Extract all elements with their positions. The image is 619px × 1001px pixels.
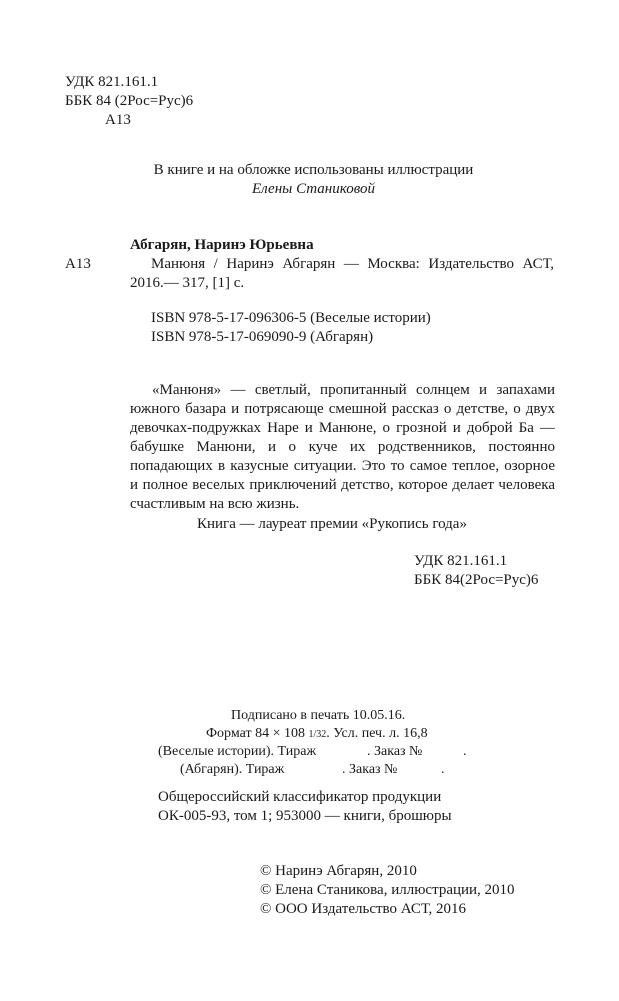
imprint-format <box>206 724 428 744</box>
bibliography-line1: Манюня / Наринэ Абгарян — Москва: Издательство АСТ, <box>151 256 554 272</box>
bibliography-author: Абгарян, Наринэ Юрьевна <box>130 237 314 253</box>
imprint-run1-label: (Веселые истории). Тираж <box>158 744 317 759</box>
classification-bbk: ББК 84(2Рос=Рус)6 <box>414 572 539 588</box>
imprint-format-suffix: . Усл. печ. л. 16,8 <box>326 726 428 741</box>
imprint-run-1 <box>158 742 316 761</box>
bibliography-mark: А13 <box>65 256 91 272</box>
annotation-text: «Манюня» — светлый, пропитанный солнцем и запахами южного базара и потрясающе смешной рассказ о детстве, о двух девочках-подружках Наре и Манюне, о грозной и доброй Ба — бабушке Манюни, и о куче их родственников, постоянно попадающих в казусные ситуации. Это то самое теплое, озорное и полное веселых приключений детство, которое делает человека счастливым на всю жизнь. <box>130 382 555 512</box>
imprint-signed: Подписано в печать 10.05.16. <box>231 708 406 723</box>
copyright-line1: © Наринэ Абгарян, 2010 <box>260 863 417 879</box>
classifier-line2: ОК-005-93, том 1; 953000 — книги, брошюры <box>158 808 452 824</box>
imprint-run2-order: . Заказ № <box>342 762 398 777</box>
imprint-format-fraction: 1/32 <box>308 729 327 740</box>
copyright-line2: © Елена Станикова, иллюстрации, 2010 <box>260 882 515 898</box>
imprint-run1-end: . <box>463 744 467 759</box>
header-bbk: ББК 84 (2Рос=Рус)6 <box>65 93 194 109</box>
classifier-line1: Общероссийский классификатор продукции <box>158 789 442 805</box>
illustrations-line1: В книге и на обложке использованы иллюстрации <box>153 162 474 178</box>
imprint-run1-order: . Заказ № <box>367 744 423 759</box>
annotation <box>130 381 555 514</box>
imprint-run2-end: . <box>441 762 445 777</box>
classification-udk: УДК 821.161.1 <box>414 553 508 569</box>
imprint-run-2: (Абгарян). Тираж <box>180 762 285 777</box>
isbn-2: ISBN 978-5-17-069090-9 (Абгарян) <box>151 329 374 345</box>
copyright-line3: © ООО Издательство АСТ, 2016 <box>260 901 467 917</box>
bibliography-line2: 2016.— 317, [1] с. <box>130 275 245 291</box>
illustrations-line2: Елены Станиковой <box>251 181 376 197</box>
header-author-mark: А13 <box>105 112 131 128</box>
header-udk: УДК 821.161.1 <box>65 74 159 90</box>
award-line: Книга — лауреат премии «Рукопись года» <box>197 516 467 532</box>
isbn-1: ISBN 978-5-17-096306-5 (Веселые истории) <box>151 310 431 326</box>
imprint-format-prefix: Формат 84 × 108 <box>206 726 305 741</box>
